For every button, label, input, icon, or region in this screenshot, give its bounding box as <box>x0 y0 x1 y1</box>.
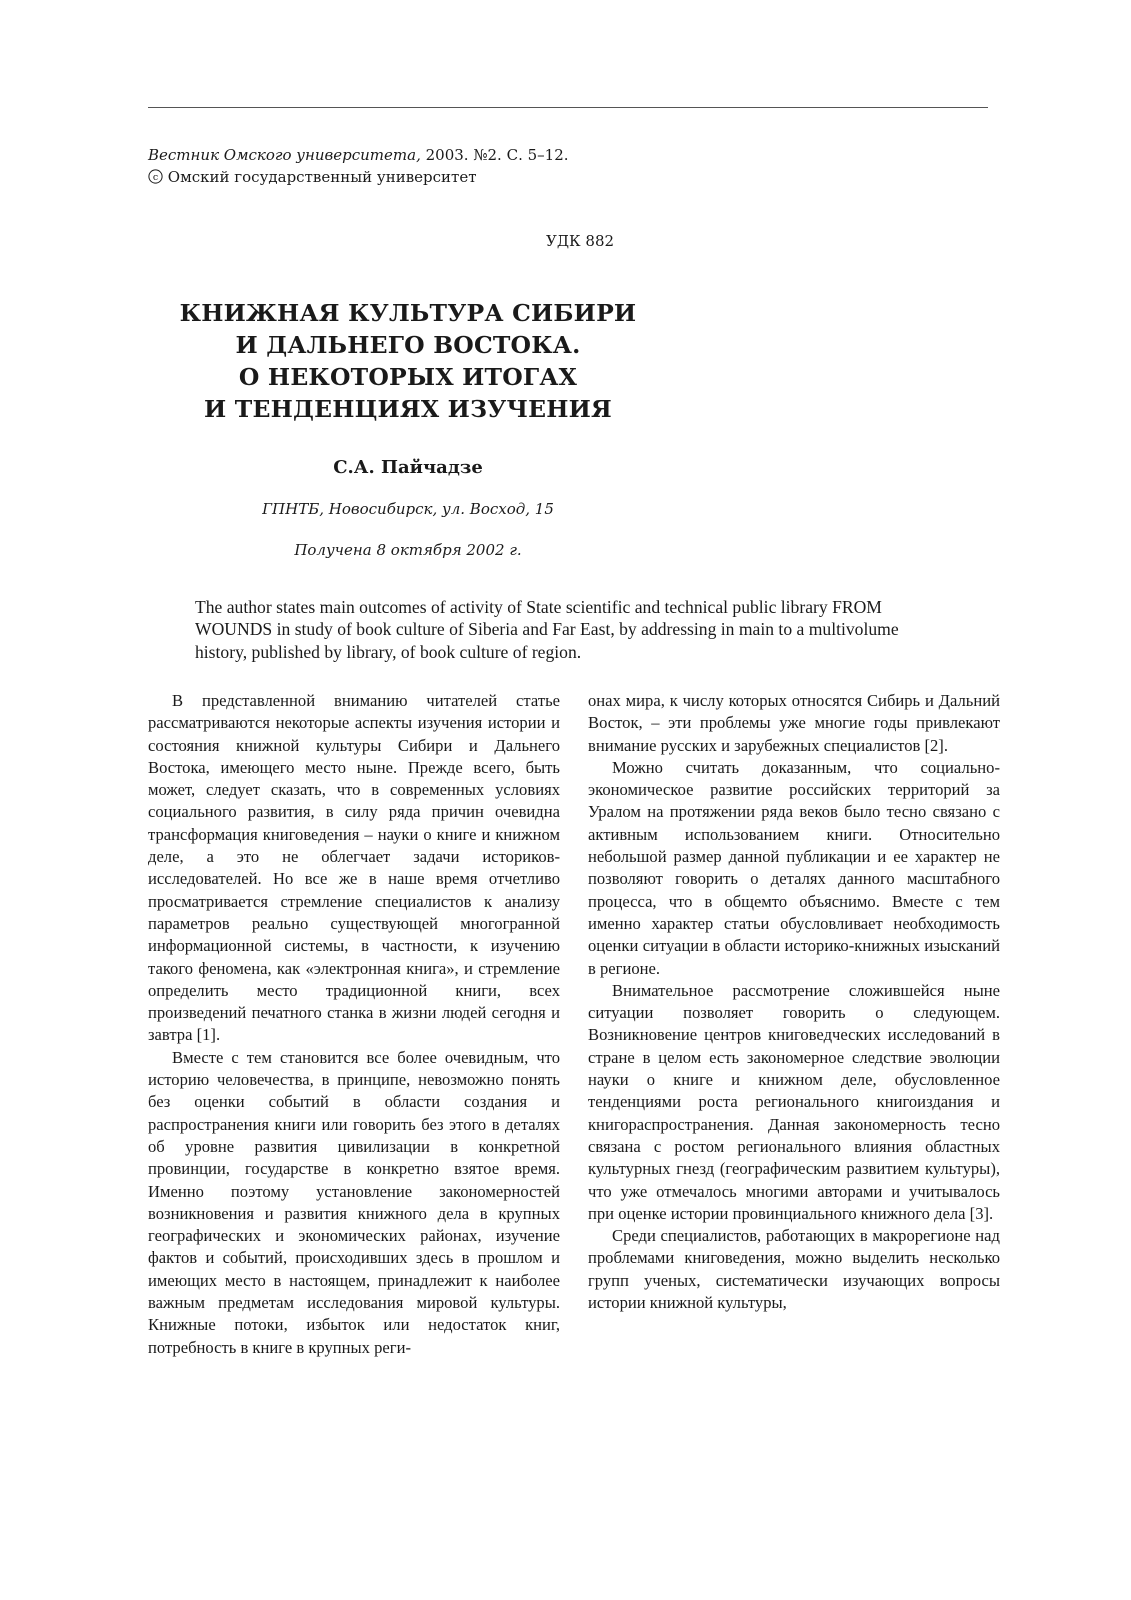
received-date: Получена 8 октября 2002 г. <box>294 541 522 559</box>
body-paragraph: Среди специалистов, работающих в макрорегионе над проблемами книговедения, можно выделить несколько групп ученых, систематически изучающих вопросы истории книжной культуры, <box>588 1226 1000 1313</box>
copyright-symbol: c <box>152 172 159 183</box>
body-column-left <box>148 690 560 1359</box>
copyright-text: Омский государственный университет <box>167 168 477 186</box>
body-paragraph-continuation: онах мира, к числу которых относятся Сибирь и Дальний Восток, – эти проблемы уже многие годы привлекают внимание русских и зарубежных специалистов [2]. <box>588 691 1000 755</box>
author-affiliation: ГПНТБ, Новосибирск, ул. Восход, 15 <box>262 500 554 518</box>
body-column-right <box>588 690 1000 1314</box>
article-title <box>148 297 668 425</box>
title-line: И ДАЛЬНЕГО ВОСТОКА. <box>235 331 581 359</box>
udk-code: УДК 882 <box>546 232 615 250</box>
journal-header <box>148 144 569 188</box>
title-line: О НЕКОТОРЫХ ИТОГАХ <box>238 363 578 391</box>
title-line: И ТЕНДЕНЦИЯХ ИЗУЧЕНИЯ <box>204 395 612 423</box>
copyright-icon <box>148 169 163 184</box>
author-name: С.А. Пайчадзе <box>333 457 483 478</box>
journal-citation <box>148 144 569 166</box>
body-paragraph: В представленной вниманию читателей статье рассматриваются некоторые аспекты изучения истории и состояния книжной культуры Сибири и Дальнего Востока, имеющего место ныне. Прежде всего, быть может, следует сказать, что в современных условиях социального развития, в силу ряда причин очевидна трансформация книговедения – науки о книге и книжном деле, а это не облегчает задачи историков-исследователей. Но все же в наше время отчетливо просматривается стремление специалистов к анализу параметров реально существующей многогранной информационной системы, в частности, к изучению такого феномена, как «электронная книга», и стремление определить место традиционной книги, всех произведений печатного станка в жизни людей сегодня и завтра [1]. <box>148 691 560 1045</box>
body-paragraph: Можно считать доказанным, что социально-экономическое развитие российских территорий за Уралом на протяжении ряда веков было тесно связано с активным использованием книги. Относительно небольшой размер данной публикации и ее характер не позволяют говорить о деталях данного масштабного процесса, что в общемто объяснимо. Вместе с тем именно характер статьи обусловливает необходимость оценки ситуации в области историко-книжных изысканий в регионе. <box>588 757 1000 978</box>
title-line: КНИЖНАЯ КУЛЬТУРА СИБИРИ <box>179 299 637 327</box>
copyright-line <box>148 166 569 188</box>
header-rule <box>148 107 988 108</box>
abstract: The author states main outcomes of activity of State scientific and technical public library FROM WOUNDS in study of book culture of Siberia and Far East, by addressing in main to a multivolume history, published by library, of book culture of region. <box>195 597 899 662</box>
body-paragraph: Вместе с тем становится все более очевидным, что историю человечества, в принципе, невозможно понять без оценки событий в области создания и распространения книги или говорить без этого в деталях об уровне развития цивилизации в конкретной провинции, государстве в конкретно взятое время. Именно поэтому установление закономерностей возникновения и развития книжного дела в крупных географических и экономических районах, изучение фактов и событий, происходивших здесь в прошлом и имеющих место в настоящем, принадлежит к наиболее важным предметам исследования мировой культуры. Книжные потоки, избыток или недостаток книг, потребность в книге в крупных реги- <box>148 1047 560 1357</box>
journal-name: Вестник Омского университета, <box>148 146 421 164</box>
body-paragraph: Внимательное рассмотрение сложившейся ныне ситуации позволяет говорить о следующем. Возникновение центров книговедческих исследований в стране в целом есть закономерное следствие эволюции науки о книге и книжном деле, обусловленное тенденциями роста регионального книгоиздания и книгораспространения. Данная закономерность тесно связана с ростом регионального влияния областных культурных гнезд (географическим развитием культуры), что уже отмечалось многими авторами и учитывалось при оценке истории провинциального книжного дела [3]. <box>588 980 1000 1223</box>
journal-issue: 2003. №2. С. 5–12. <box>420 146 569 164</box>
